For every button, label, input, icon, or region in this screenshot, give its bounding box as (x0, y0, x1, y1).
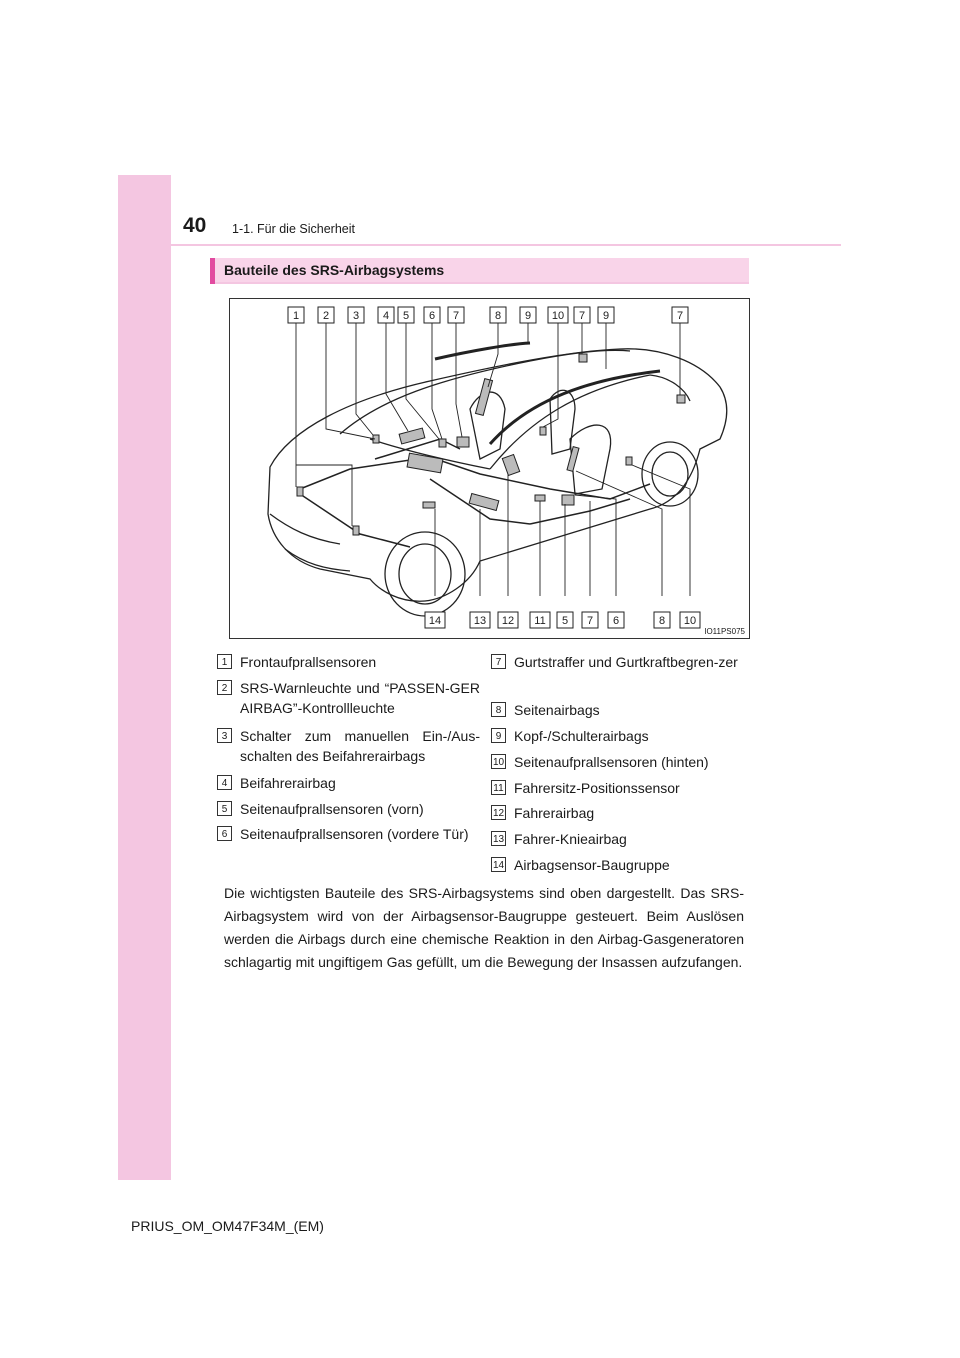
callout-bottom: 8 (658, 615, 666, 627)
callout-top: 7 (452, 310, 460, 322)
legend-number: 14 (491, 857, 506, 872)
legend-number: 10 (491, 754, 506, 769)
callout-bottom: 11 (534, 615, 546, 627)
legend-number: 5 (217, 801, 232, 816)
description-paragraph: Die wichtigsten Bauteile des SRS-Airbagsystems sind oben dargestellt. Das SRS-Airbagsystem wird von der Airbagsensor-Baugruppe gesteuert. Beim Auslösen werden die Airbags durch eine chemische Reaktion in den Airbag-Gasgeneratoren schlagartig mit ungiftigem Gas gefüllt, um die Bewegung der Insassen aufzufangen. (224, 885, 744, 970)
airbag-system-diagram (229, 298, 750, 639)
callout-top: 7 (578, 310, 586, 322)
callout-top: 8 (494, 310, 502, 322)
legend-number: 6 (217, 826, 232, 841)
heading-text: Bauteile des SRS-Airbagsystems (224, 262, 445, 278)
legend-text: Seitenaufprallsensoren (hinten) (514, 754, 709, 770)
header-rule (171, 244, 841, 246)
legend-number: 3 (217, 728, 232, 743)
callout-top: 9 (602, 310, 610, 322)
legend-number: 8 (491, 702, 506, 717)
heading-accent (210, 258, 215, 284)
legend-text: Seitenaufprallsensoren (vordere Tür) (240, 826, 469, 842)
callout-top: 10 (551, 310, 565, 322)
legend-number: 2 (217, 680, 232, 695)
footer-document-id: PRIUS_OM_OM47F34M_(EM) (131, 1218, 324, 1234)
callout-bottom: 12 (501, 615, 515, 627)
callout-top: 9 (524, 310, 532, 322)
section-heading (210, 258, 749, 284)
legend-text: Kopf-/Schulterairbags (514, 728, 649, 744)
legend-number: 4 (217, 775, 232, 790)
callout-bottom: 13 (473, 615, 487, 627)
legend-text: SRS-Warnleuchte und “PASSEN-GER AIRBAG”-Kontrollleuchte (240, 680, 480, 716)
legend-number: 9 (491, 728, 506, 743)
legend-number: 11 (491, 780, 506, 795)
callout-bottom: 7 (586, 615, 594, 627)
legend-number: 7 (491, 654, 506, 669)
callout-bottom: 10 (683, 615, 697, 627)
legend-number: 1 (217, 654, 232, 669)
callout-top: 3 (352, 310, 360, 322)
callout-top: 1 (292, 310, 300, 322)
legend-text: Beifahrerairbag (240, 775, 336, 791)
figure-id: IO11PS075 (704, 627, 745, 636)
legend-text: Schalter zum manuellen Ein-/Aus-schalten des Beifahrerairbags (240, 728, 480, 764)
callout-top: 5 (402, 310, 410, 322)
callout-top: 6 (428, 310, 436, 322)
legend-text: Frontaufprallsensoren (240, 654, 377, 670)
legend-number: 13 (491, 831, 506, 846)
chapter-sidebar-tab (118, 175, 171, 1180)
section-title: 1-1. Für die Sicherheit (232, 222, 355, 236)
callout-top: 2 (322, 310, 330, 322)
legend-number: 12 (491, 805, 506, 820)
legend-text: Seitenairbags (514, 702, 600, 718)
callout-top: 7 (676, 310, 684, 322)
legend-text: Fahrer-Knieairbag (514, 831, 627, 847)
legend-text: Gurtstraffer und Gurtkraftbegren-zer (514, 654, 738, 670)
page-number: 40 (183, 214, 207, 237)
callout-top: 4 (382, 310, 390, 322)
callout-bottom: 5 (561, 615, 569, 627)
callout-bottom: 14 (428, 615, 442, 627)
legend-text: Airbagsensor-Baugruppe (514, 857, 670, 873)
legend-text: Fahrerairbag (514, 805, 595, 821)
callout-bottom: 6 (612, 615, 620, 627)
legend-text: Fahrersitz-Positionssensor (514, 780, 680, 796)
car-illustration (230, 299, 749, 638)
legend-text: Seitenaufprallsensoren (vorn) (240, 801, 424, 817)
